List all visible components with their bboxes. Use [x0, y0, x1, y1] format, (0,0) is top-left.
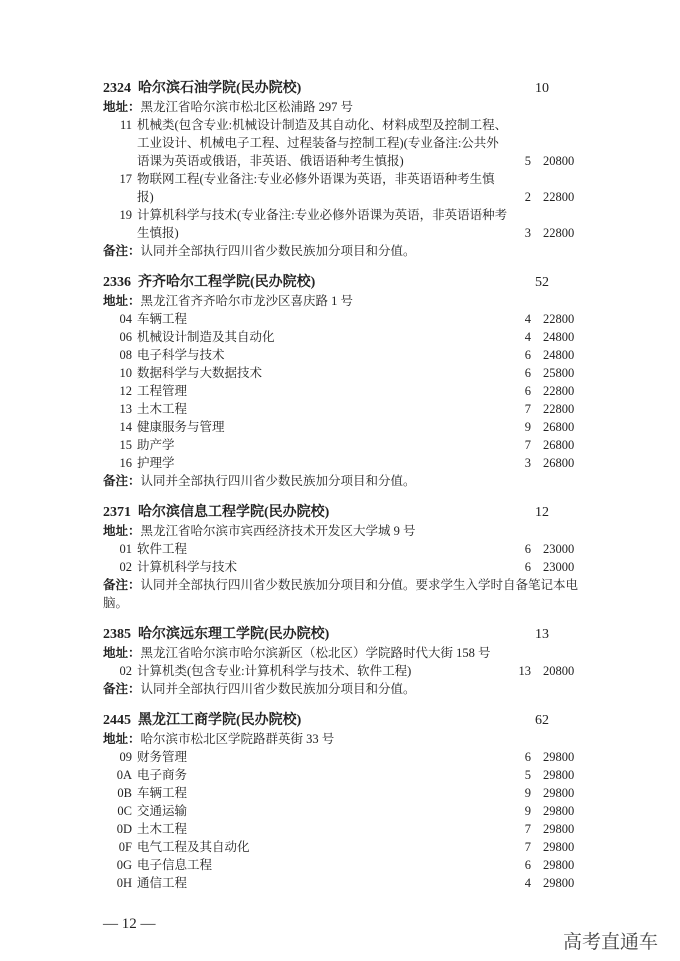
major-name: 健康服务与管理 — [137, 420, 225, 434]
major-quota: 7 — [524, 402, 531, 416]
major-quota: 7 — [524, 438, 531, 452]
note-label: 备注： — [103, 578, 141, 592]
major-row — [103, 346, 603, 364]
school-block — [103, 80, 603, 260]
note: 认同并全部执行四川省少数民族加分项目和分值。 — [140, 244, 416, 258]
major-quota: 9 — [524, 420, 531, 434]
page-number: — 12 — — [103, 916, 156, 932]
major-quota: 13 — [518, 664, 531, 678]
major-row — [103, 364, 603, 382]
address-line — [103, 644, 603, 662]
major-fee: 22800 — [543, 402, 575, 416]
school-block — [103, 626, 603, 698]
major-row — [103, 382, 603, 400]
major-name: 电子信息工程 — [137, 858, 213, 872]
address-line — [103, 98, 603, 116]
major-fee: 25800 — [543, 366, 575, 380]
major-row — [103, 400, 603, 418]
major-code: 0D — [116, 822, 132, 836]
major-code: 06 — [119, 330, 132, 344]
major-fee: 29800 — [543, 750, 575, 764]
major-row — [103, 838, 603, 856]
note: 认同并全部执行四川省少数民族加分项目和分值。 — [140, 682, 416, 696]
major-fee: 29800 — [543, 768, 575, 782]
major-name: 财务管理 — [137, 750, 188, 764]
major-name: 机械设计制造及其自动化 — [137, 330, 275, 344]
major-fee: 29800 — [543, 822, 575, 836]
major-quota: 7 — [524, 840, 531, 854]
note-line — [103, 242, 603, 260]
major-row — [103, 874, 603, 892]
school-list — [103, 80, 603, 892]
school-name-line — [103, 274, 509, 292]
major-row — [103, 662, 603, 680]
major-fee: 22800 — [543, 312, 575, 326]
major-code: 11 — [119, 118, 132, 132]
major-code: 10 — [119, 366, 132, 380]
school-block — [103, 712, 603, 892]
school-code: 2371 — [103, 505, 131, 520]
major-code: 09 — [119, 750, 132, 764]
school-title — [103, 504, 603, 522]
major-quota: 6 — [524, 560, 531, 574]
major-fee: 29800 — [543, 804, 575, 818]
major-row — [103, 418, 603, 436]
school-block — [103, 504, 603, 612]
major-name: 电子商务 — [137, 768, 188, 782]
major-fee: 22800 — [543, 190, 575, 204]
address-line — [103, 730, 603, 748]
major-fee: 24800 — [543, 330, 575, 344]
school-name-line — [103, 712, 509, 730]
address: 哈尔滨市松北区学院路群英街 33 号 — [140, 732, 335, 746]
major-quota: 5 — [524, 154, 531, 168]
major-fee: 23000 — [543, 560, 575, 574]
address: 黑龙江省哈尔滨市哈尔滨新区（松北区）学院路时代大街 158 号 — [140, 646, 491, 660]
major-code: 15 — [119, 438, 132, 452]
note-label: 备注： — [103, 244, 141, 258]
major-row — [103, 310, 603, 328]
school-name: 齐齐哈尔工程学院(民办院校) — [138, 275, 316, 290]
major-row — [103, 856, 603, 874]
major-name: 交通运输 — [137, 804, 188, 818]
major-fee: 29800 — [543, 786, 575, 800]
major-fee: 29800 — [543, 876, 575, 890]
school-quota: 13 — [535, 627, 549, 642]
major-quota: 4 — [524, 876, 531, 890]
major-code: 0A — [116, 768, 132, 782]
major-fee: 24800 — [543, 348, 575, 362]
major-name: 电子科学与技术 — [137, 348, 225, 362]
major-fee: 23000 — [543, 542, 575, 556]
major-quota: 5 — [524, 768, 531, 782]
major-row — [103, 558, 603, 576]
address: 黑龙江省哈尔滨市宾西经济技术开发区大学城 9 号 — [140, 524, 416, 538]
major-code: 0B — [117, 786, 132, 800]
major-row — [103, 170, 603, 206]
school-title — [103, 80, 603, 98]
major-quota: 4 — [524, 312, 531, 326]
school-quota: 62 — [535, 713, 549, 728]
note-line — [103, 576, 603, 612]
major-row — [103, 328, 603, 346]
major-name: 数据科学与大数据技术 — [137, 366, 263, 380]
major-name: 计算机科学与技术(专业备注:专业必修外语课为英语，非英语语种考生慎报) — [137, 208, 508, 240]
major-code: 17 — [119, 172, 132, 186]
major-quota: 4 — [524, 330, 531, 344]
school-quota: 10 — [535, 81, 549, 96]
major-code: 08 — [119, 348, 132, 362]
major-code: 12 — [119, 384, 132, 398]
major-row — [103, 206, 603, 242]
major-quota: 7 — [524, 822, 531, 836]
major-fee: 22800 — [543, 384, 575, 398]
major-name: 计算机科学与技术 — [137, 560, 238, 574]
major-code: 0G — [116, 858, 132, 872]
major-code: 19 — [119, 208, 132, 222]
address-line — [103, 292, 603, 310]
school-block — [103, 274, 603, 490]
major-name: 土木工程 — [137, 402, 188, 416]
major-name: 护理学 — [137, 456, 175, 470]
note: 认同并全部执行四川省少数民族加分项目和分值。 — [140, 474, 416, 488]
major-name: 车辆工程 — [137, 312, 188, 326]
school-quota: 52 — [535, 275, 549, 290]
note-line — [103, 680, 603, 698]
major-code: 02 — [119, 560, 132, 574]
address-label: 地址： — [103, 294, 141, 308]
note-label: 备注： — [103, 682, 141, 696]
school-code: 2385 — [103, 627, 131, 642]
major-fee: 26800 — [543, 456, 575, 470]
note: 认同并全部执行四川省少数民族加分项目和分值。要求学生入学时自备笔记本电脑。 — [103, 578, 579, 610]
major-name: 工程管理 — [137, 384, 188, 398]
major-name: 软件工程 — [137, 542, 188, 556]
major-name: 物联网工程(专业备注:专业必修外语课为英语，非英语语种考生慎报) — [137, 172, 495, 204]
major-row — [103, 802, 603, 820]
major-fee: 20800 — [543, 664, 575, 678]
major-quota: 9 — [524, 804, 531, 818]
major-name: 土木工程 — [137, 822, 188, 836]
major-fee: 20800 — [543, 154, 575, 168]
major-code: 02 — [119, 664, 132, 678]
major-fee: 29800 — [543, 858, 575, 872]
school-name: 哈尔滨远东理工学院(民办院校) — [138, 627, 330, 642]
major-code: 0C — [117, 804, 132, 818]
major-row — [103, 766, 603, 784]
major-name: 计算机类(包含专业:计算机科学与技术、软件工程) — [137, 664, 412, 678]
address: 黑龙江省齐齐哈尔市龙沙区喜庆路 1 号 — [140, 294, 354, 308]
major-quota: 9 — [524, 786, 531, 800]
address-label: 地址： — [103, 732, 141, 746]
major-quota: 6 — [524, 542, 531, 556]
major-fee: 26800 — [543, 420, 575, 434]
major-quota: 3 — [524, 226, 531, 240]
major-name: 机械类(包含专业:机械设计制造及其自动化、材料成型及控制工程、工业设计、机械电子工程、过程装备与控制工程)(专业备注:公共外语课为英语或俄语，非英语、俄语语种考生慎报) — [137, 118, 508, 168]
address-line — [103, 522, 603, 540]
school-name: 哈尔滨石油学院(民办院校) — [138, 81, 302, 96]
school-name-line — [103, 504, 509, 522]
major-code: 0H — [116, 876, 132, 890]
major-quota: 6 — [524, 858, 531, 872]
major-row — [103, 784, 603, 802]
major-name: 通信工程 — [137, 876, 188, 890]
school-title — [103, 712, 603, 730]
note-line — [103, 472, 603, 490]
address-label: 地址： — [103, 646, 141, 660]
major-code: 01 — [119, 542, 132, 556]
major-fee: 22800 — [543, 226, 575, 240]
major-quota: 2 — [524, 190, 531, 204]
school-code: 2445 — [103, 713, 131, 728]
major-row — [103, 436, 603, 454]
major-code: 14 — [119, 420, 132, 434]
major-row — [103, 748, 603, 766]
school-code: 2324 — [103, 81, 131, 96]
major-fee: 29800 — [543, 840, 575, 854]
school-name: 哈尔滨信息工程学院(民办院校) — [138, 505, 330, 520]
major-code: 04 — [119, 312, 132, 326]
major-name: 电气工程及其自动化 — [137, 840, 250, 854]
major-name: 车辆工程 — [137, 786, 188, 800]
major-quota: 6 — [524, 348, 531, 362]
school-name: 黑龙江工商学院(民办院校) — [138, 713, 302, 728]
major-name: 助产学 — [137, 438, 175, 452]
address: 黑龙江省哈尔滨市松北区松浦路 297 号 — [140, 100, 354, 114]
major-code: 0F — [118, 840, 132, 854]
major-code: 16 — [119, 456, 132, 470]
major-fee: 26800 — [543, 438, 575, 452]
address-label: 地址： — [103, 100, 141, 114]
note-label: 备注： — [103, 474, 141, 488]
major-row — [103, 820, 603, 838]
major-row — [103, 116, 603, 170]
school-code: 2336 — [103, 275, 131, 290]
school-name-line — [103, 80, 509, 98]
major-quota: 6 — [524, 366, 531, 380]
major-code: 13 — [119, 402, 132, 416]
school-quota: 12 — [535, 505, 549, 520]
address-label: 地址： — [103, 524, 141, 538]
watermark: 高考直通车 — [562, 931, 658, 953]
school-title — [103, 626, 603, 644]
major-quota: 6 — [524, 750, 531, 764]
school-name-line — [103, 626, 509, 644]
major-row — [103, 454, 603, 472]
major-quota: 6 — [524, 384, 531, 398]
major-quota: 3 — [524, 456, 531, 470]
major-row — [103, 540, 603, 558]
school-title — [103, 274, 603, 292]
